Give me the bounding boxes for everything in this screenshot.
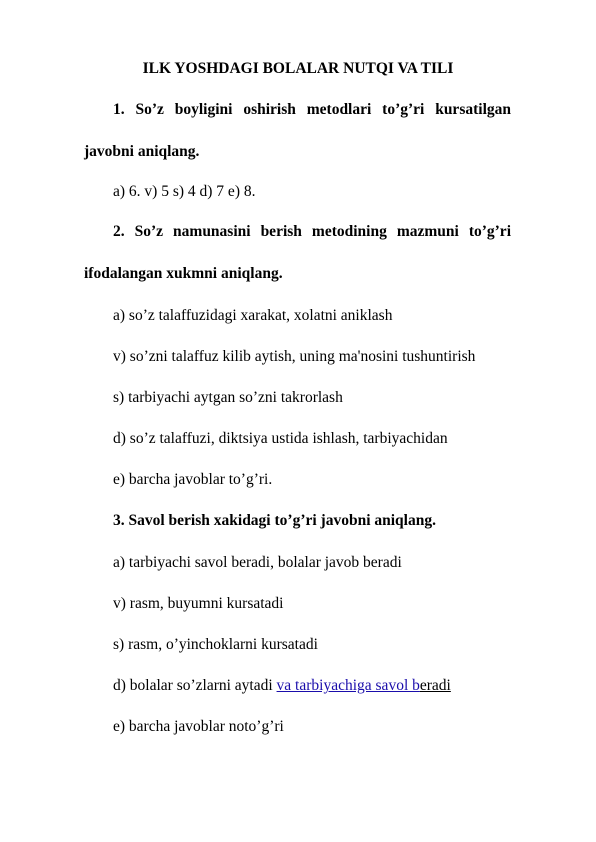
question-2-option-e: e) barcha javoblar to’g’ri.	[113, 471, 273, 488]
question-1-line-1: 1. So’z boyligini oshirish metodlari to’g’ri kursatilgan	[113, 101, 511, 118]
option-d-underlined-tail: eradi	[419, 677, 451, 694]
question-2-option-s: s) tarbiyachi aytgan so’zni takrorlash	[113, 389, 343, 406]
question-2-line-2: ifodalangan xukmni aniqlang.	[84, 265, 283, 282]
question-3-option-s: s) rasm, o’yinchoklarni kursatadi	[113, 636, 318, 653]
question-2-option-a: a) so’z talaffuzidagi xarakat, xolatni aniklash	[113, 307, 393, 324]
question-1-line-2: javobni aniqlang.	[84, 143, 200, 160]
question-3-line-1: 3. Savol berish xakidagi to’g’ri javobni aniqlang.	[113, 512, 436, 529]
question-2-line-1: 2. So’z namunasini berish metodining mazmuni to’g’ri	[113, 223, 511, 240]
question-3-option-e: e) barcha javoblar noto’g’ri	[113, 718, 284, 735]
option-d-text: d) bolalar so’zlarni aytadi	[113, 677, 277, 694]
question-2-option-v: v) so’zni talaffuz kilib aytish, uning ma'nosini tushuntirish	[113, 348, 476, 365]
question-3-option-a: a) tarbiyachi savol beradi, bolalar javob beradi	[113, 554, 402, 571]
option-d-link[interactable]: va tarbiyachiga savol b	[276, 677, 420, 694]
question-3-option-d	[113, 676, 451, 696]
question-1-answer: a) 6. v) 5 s) 4 d) 7 e) 8.	[113, 183, 256, 200]
page-title: ILK YOSHDAGI BOLALAR NUTQI VA TILI	[142, 60, 454, 77]
question-3-option-v: v) rasm, buyumni kursatadi	[113, 595, 284, 612]
question-2-option-d: d) so’z talaffuzi, diktsiya ustida ishlash, tarbiyachidan	[113, 430, 448, 447]
